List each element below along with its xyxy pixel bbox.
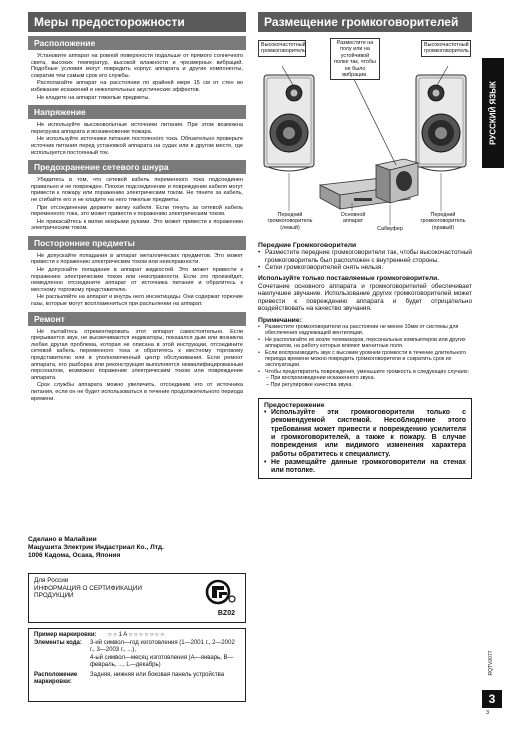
manufacturer-info: [28, 536, 246, 560]
cert-line: ИНФОРМАЦИЯ О СЕРТИФИКАЦИИ: [34, 584, 142, 592]
paragraph: Убедитесь в том, что сетевой кабель переменного тока подсоединен правильно и не поврежден. Плохое подсоединение и повреждение кабеля могут привести к пожару или поражению электрическим током. Не тяните за кабель, не сгибайте его и не кладите на него тяжелые предметы.: [31, 177, 243, 203]
list-item: • Разместите передние громкоговорители так, чтобы высокочастотный громкоговоритель был расположен с внутренней стороны.: [258, 249, 472, 264]
list-item: • Не размещайте данные громкоговорители на стенах или потолке.: [264, 459, 466, 476]
example-value: 4-ый символ—месяц изготовления (А—январь, В—февраль, ..., L—декабрь): [90, 654, 234, 668]
example-title: Пример маркировки:: [34, 632, 97, 638]
paragraph: Установите аппарат на ровной поверхности подальше от прямого солнечного света, высоких температур, высокой влажности и чрезмерных вибраций. Подобные условия могут повредить корпус аппарата и другие компоненты, сократив тем самым срок его службы.: [31, 53, 243, 79]
section-power-cord: [28, 160, 246, 232]
example-value: Задняя, нижняя или боковая панель устройства: [90, 672, 225, 679]
tweeter-callout-right: Высокочастотный громкоговоритель: [421, 40, 471, 57]
tweeter-callout-left: Высокочастотный громкоговоритель: [258, 40, 306, 57]
precautions-column: [28, 12, 246, 402]
paragraph: Срок службы аппарата можно увеличить, отсоединив его от источника питания, если он не будет использоваться в течение продолжительного периода времени.: [31, 382, 243, 402]
paragraph: Не допускайте попадания в аппарат металлических предметов. Это может привести к поражению электрическим током или неисправности.: [31, 252, 243, 266]
speaker-illustration: [258, 35, 472, 240]
paragraph: Не используйте высоковольтные источники питания. При этом возможна перегрузка аппарата и возникновение пожара.: [31, 122, 243, 135]
cert-line: Для России: [34, 577, 69, 584]
section-repair: [28, 312, 246, 403]
section-voltage: [28, 105, 246, 156]
language-tab: [482, 58, 504, 168]
certification-mark-icon: [205, 579, 237, 605]
cert-line: ПРОДУКЦИИ: [34, 592, 74, 600]
caution-list: [264, 409, 466, 475]
front-right-speaker-icon: [416, 75, 466, 171]
notes-list: [258, 324, 472, 375]
caution-title: Предостережение: [264, 402, 325, 410]
label-front-right: Передний громкоговоритель (правый): [420, 212, 466, 231]
use-only-heading: Используйте только поставляемые громкоговорители.: [258, 274, 440, 282]
label-front-left: Передний громкоговоритель (левый): [267, 212, 313, 231]
section-heading: Ремонт: [28, 312, 246, 326]
section-heading: Расположение: [28, 36, 246, 50]
subwoofer-icon: [376, 159, 418, 203]
marking-example-box: [28, 628, 246, 702]
list-item: • Используйте эти громкоговорители только с рекомендуемой системой. Несоблюдение этого требования может привести к повреждению усилителя и громкоговорителей, а также к пожару. В случае повреждения или видимого изменения характера работы обратитесь к специалисту.: [264, 409, 466, 459]
list-item: • Разместите громкоговорители на расстоянии не менее 10мм от системы для обеспечения надлежащей вентиляции.: [258, 324, 472, 337]
placement-title: Размещение громкоговорителей: [258, 12, 472, 32]
example-key: Расположение маркировки:: [34, 672, 78, 686]
note-sub: – При воспроизведении искаженного звука.: [266, 375, 376, 382]
page-number-small: 3: [486, 710, 490, 716]
maker-name: Мацушита Электрик Индастриал Ко., Лтд.: [28, 544, 164, 551]
section-foreign-objects: [28, 236, 246, 308]
label-subwoofer: Сабвуфер: [377, 226, 403, 232]
section-heading: Предохранение сетевого шнура: [28, 160, 246, 174]
maker-address: 1006 Кадома, Осака, Япония: [28, 552, 121, 559]
paragraph: Не прикасайтесь к вилке мокрыми руками. Это может привести к поражению электрическим током.: [31, 218, 243, 232]
doc-code: [486, 640, 496, 686]
note-heading: Примечание:: [258, 316, 302, 324]
example-code: ○ ○ 1 A ○ ○ ○ ○ ○ ○ ○: [108, 632, 164, 638]
example-value: 3-ий символ—год изготовления (1—2001 г., 2—2002 г., 3—2003 г., ...),: [90, 640, 235, 654]
caution-box: [258, 398, 472, 479]
paragraph: Не пытайтесь отремонтировать этот аппарат самостоятельно. Если прерывается звук, не высвечиваются индикаторы, показался дым или возникла любая другая проблема, которая не описана в этой инструкции, отсоедините сетевой кабель переменного тока и обратитесь к местному торговому представителю или в уполномоченный центр обслуживания. Если ремонт аппарата, его разборка или реконструкция выполняется неквалифицированным персоналом, возможно поражение электрическим током или повреждение аппарата.: [31, 328, 243, 381]
cert-code: BZ02: [217, 610, 235, 618]
paragraph: Располагайте аппарат на расстоянии по крайней мере 15 см от стен во избежание искажений и нежелательных акустических эффектов.: [31, 80, 243, 93]
label-main-unit: Основной аппарат: [340, 212, 366, 225]
paragraph: Не распыляйте на аппарат и внутрь него инсектициды. Они содержат горючие газы, которые могут воспламениться при распылении на аппарат.: [31, 294, 243, 308]
made-in: Сделано в Малайзии: [28, 536, 97, 543]
paragraph: При отсоединении держите вилку кабеля. Если тянуть за сетевой кабель переменного тока, это может привести к поражению электрическим током.: [31, 204, 243, 218]
list-item: • Чтобы предотвратить повреждения, уменьшите громкость в следующих случаях:: [258, 369, 472, 375]
note-sub: – При регулировке качества звука.: [266, 381, 353, 388]
precautions-title: Меры предосторожности: [28, 12, 246, 32]
speaker-placement-column: [258, 12, 472, 479]
paragraph: Не допускайте попадания в аппарат жидкостей. Это может привести к поражению электрическим током или неисправности. Если это произойдет, немедленно отсоедините аппарат от источника питания и обратитесь к местному торговому представителю.: [31, 267, 243, 293]
section-heading: Посторонние предметы: [28, 236, 246, 250]
list-item: • Если воспроизводить звук с высоким уровнем громкости в течение длительного периода времени можно повредить громкоговорители и сократить срок их эксплуатации.: [258, 350, 472, 369]
section-location: [28, 36, 246, 101]
doc-code-label: RQTV0077: [488, 650, 494, 676]
front-left-speaker-icon: [264, 75, 314, 171]
use-only-text: Сочетание основного аппарата и громкоговорителей обеспечивает наилучшее звучание. Использование других громкоговорителей может привести к повреждению аппарата и будет отрицательно воздействовать на качество звучания.: [258, 282, 472, 313]
section-heading: Напряжение: [28, 105, 246, 119]
list-item: • Не располагайте их возле телевизоров, персональных компьютеров или других аппаратов, на работу которых влияют магнитные поля.: [258, 337, 472, 350]
page-number: 3: [482, 690, 502, 708]
front-speakers-list: [258, 249, 472, 272]
paragraph: Не используйте источники питания постоянного тока. Обязательно проверьте источник питания перед установкой аппарата на судах или в другом месте, где используется постоянный ток.: [31, 136, 243, 156]
certification-box: [28, 573, 246, 623]
placement-callout: Разместите на полу или на устойчивой полке так, чтобы не было вибрации.: [330, 38, 380, 80]
front-speakers-heading: Передние Громкоговорители: [258, 242, 357, 249]
example-key: Элементы кода:: [34, 640, 82, 647]
language-tab-label: РУССКИЙ ЯЗЫК: [488, 81, 498, 145]
list-item: • Сетки громкоговорителей снять нельзя.: [258, 264, 472, 272]
paragraph: Не кладите на аппарат тяжелые предметы.: [37, 94, 150, 101]
